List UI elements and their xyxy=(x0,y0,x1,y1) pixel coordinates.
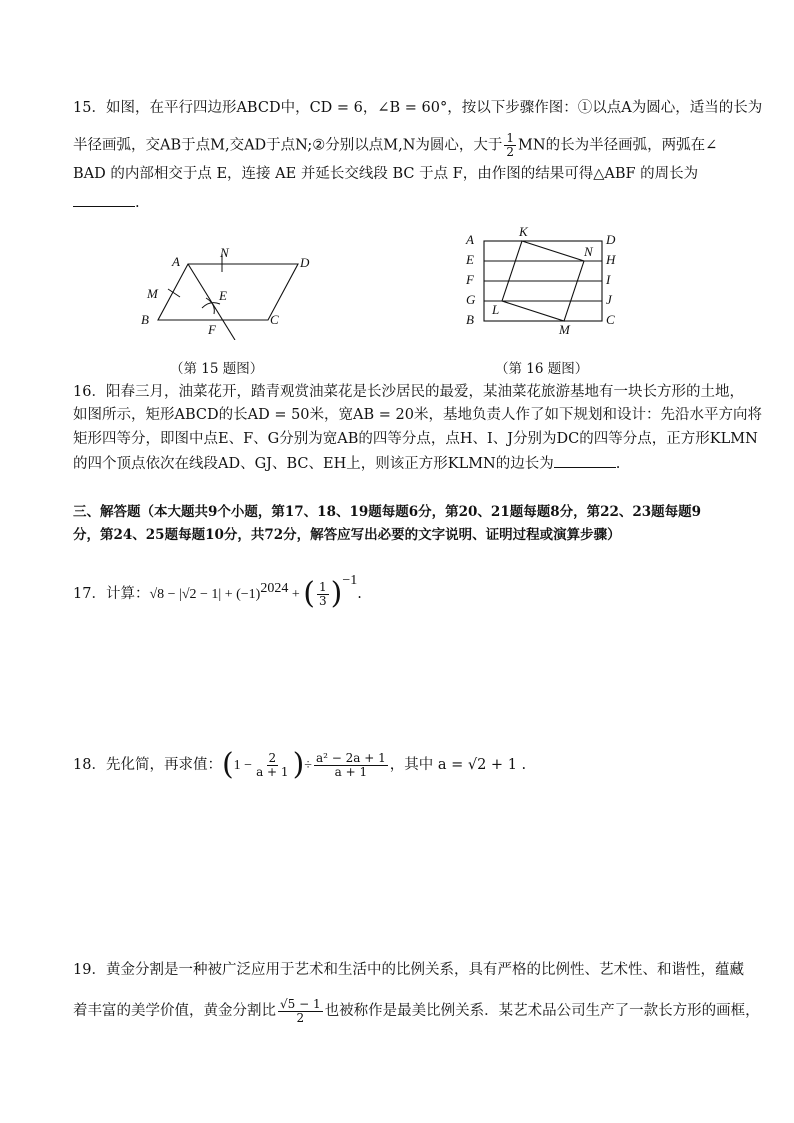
label-m: M xyxy=(147,286,158,301)
q16-line-1: 16．阳春三月，油菜花开，踏青观赏油菜花是长沙居民的最爱，某油菜花旅游基地有一块长方形的土地， xyxy=(73,384,744,400)
label-e-16: E xyxy=(466,252,474,267)
q19-line-2-a: 着丰富的美学价值，黄金分割比 xyxy=(73,1003,276,1019)
q19-fraction-numerator: √5 − 1 xyxy=(280,996,321,1011)
label-k: K xyxy=(519,226,528,239)
section-3-header-line-2: 分，第24、25题每题10分，共72分，解答应写出必要的文字说明、证明过程或演算步骤） xyxy=(73,527,621,543)
q15-answer-blank[interactable] xyxy=(73,192,135,207)
q19-line-2-b: 也被称作是最美比例关系．某艺术品公司生产了一款长方形的画框， xyxy=(324,1003,760,1019)
label-b-16: B xyxy=(466,312,474,327)
label-c-16: C xyxy=(606,312,615,327)
q15-fraction-denominator: 2 xyxy=(506,145,515,159)
q18-fraction-1 xyxy=(254,752,290,779)
q18-line: 18．先化简，再求值：(1 − $\frac{2}{a + 1}$ )÷ $\frac{\text{a² − 2a + 1}}{a + 1}$ ，其中 a = √2 + 1 . xyxy=(73,747,527,782)
label-e: E xyxy=(219,288,227,303)
q16-answer-blank[interactable] xyxy=(554,453,616,468)
label-f: F xyxy=(208,322,216,337)
q15-fraction-numerator: 1 xyxy=(506,131,515,145)
q19-line-1: 19．黄金分割是一种被广泛应用于艺术和生活中的比例关系，具有严格的比例性、艺术性、和谐性，蕴藏 xyxy=(73,962,744,978)
q17-prefix: 17．计算： xyxy=(73,586,150,602)
q15-line-3: BAD 的内部相交于点 E，连接 AE 并延长交线段 BC 于点 F，由作图的结果可得△ABF 的周长为 xyxy=(73,166,699,182)
label-g: G xyxy=(466,292,476,307)
q17-exponent-2024: 2024 xyxy=(260,581,289,597)
q17-fraction-denominator: 3 xyxy=(318,593,327,608)
label-i: I xyxy=(606,272,611,287)
q16-line-4 xyxy=(73,453,733,474)
q18-fraction-2 xyxy=(314,752,388,779)
figure-16-caption: （第 16 题图） xyxy=(495,361,589,377)
q17-line: 17．计算：$√8 - |√2 - 1| + (-1)^{2024}$ + ( $\frac{1}{3}$ )$^{-1}$. xyxy=(73,573,362,611)
q17-end: . xyxy=(357,586,362,602)
q19-fraction xyxy=(278,998,323,1025)
label-f-16: F xyxy=(466,272,474,287)
q15-fraction xyxy=(504,132,516,159)
label-n: N xyxy=(220,245,229,260)
q18-fraction-2-numerator: a² − 2a + 1 xyxy=(315,750,386,765)
label-a: A xyxy=(172,254,180,269)
figure-16-rectangle xyxy=(460,226,630,338)
q18-suffix: ，其中 a = √2 + 1 . xyxy=(389,757,527,773)
q16-line-4-end: . xyxy=(615,456,621,472)
q19-line-2 xyxy=(73,994,760,1028)
label-a-16: A xyxy=(466,232,474,247)
label-d: D xyxy=(300,255,310,270)
label-b: B xyxy=(141,312,149,327)
q16-line-2: 如图所示，矩形ABCD的长AD = 50米，宽AB = 20米，基地负责人作了如下规划和设计：先沿水平方向将 xyxy=(73,407,762,423)
q18-divide: ÷ xyxy=(304,758,312,773)
q18-one-minus: 1 − xyxy=(233,758,253,773)
q19-fraction-denominator: 2 xyxy=(296,1010,305,1025)
q16-line-3: 矩形四等分，即图中点E、F、G分别为宽AB的四等分点，点H、I、J分别为DC的四等分点，正方形KLMN xyxy=(73,431,758,447)
q17-expression-a: √8 − |√2 − 1| + (−1) xyxy=(149,587,261,602)
q17-fraction xyxy=(317,581,329,608)
label-j: J xyxy=(606,292,612,307)
q17-plus: + xyxy=(288,587,304,602)
q18-prefix: 18．先化简，再求值： xyxy=(73,757,222,773)
label-h: H xyxy=(606,252,616,267)
q18-fraction-1-numerator: 2 xyxy=(268,750,277,765)
label-l: L xyxy=(492,302,500,317)
figure-15-caption: （第 15 题图） xyxy=(170,361,264,377)
q16-line-4-text: 的四个顶点依次在线段AD、GJ、BC、EH上，则该正方形KLMN的边长为 xyxy=(73,456,554,472)
label-d-16: D xyxy=(606,232,616,247)
q15-line-1: 15．如图，在平行四边形ABCD中，CD = 6，∠B = 60°，按以下步骤作图：①以点A为圆心，适当的长为 xyxy=(73,100,763,116)
label-n-16: N xyxy=(584,244,593,259)
q18-fraction-2-denominator: a + 1 xyxy=(334,764,368,779)
q18-fraction-1-denominator: a + 1 xyxy=(256,764,289,779)
q15-line-4-end: . xyxy=(135,195,140,211)
q15-line-2 xyxy=(73,132,733,159)
label-m-16: M xyxy=(559,322,570,337)
q15-line-2-a: 半径画弧，交AB于点M,交AD于点N;②分别以点M,N为圆心，大于 xyxy=(73,137,503,154)
q15-line-4 xyxy=(73,192,733,213)
section-3-header-line-1: 三、解答题（本大题共9个小题，第17、18、19题每题6分，第20、21题每题8分，第22、23题每题9 xyxy=(73,504,702,520)
figure-15-parallelogram xyxy=(138,240,328,340)
q17-fraction-numerator: 1 xyxy=(318,579,327,594)
arc-mark-e1 xyxy=(202,303,220,308)
q15-line-2-b: MN的长为半径画弧，两弧在∠ xyxy=(518,137,718,154)
q17-exponent-neg1: −1 xyxy=(342,573,358,588)
label-c: C xyxy=(270,312,279,327)
